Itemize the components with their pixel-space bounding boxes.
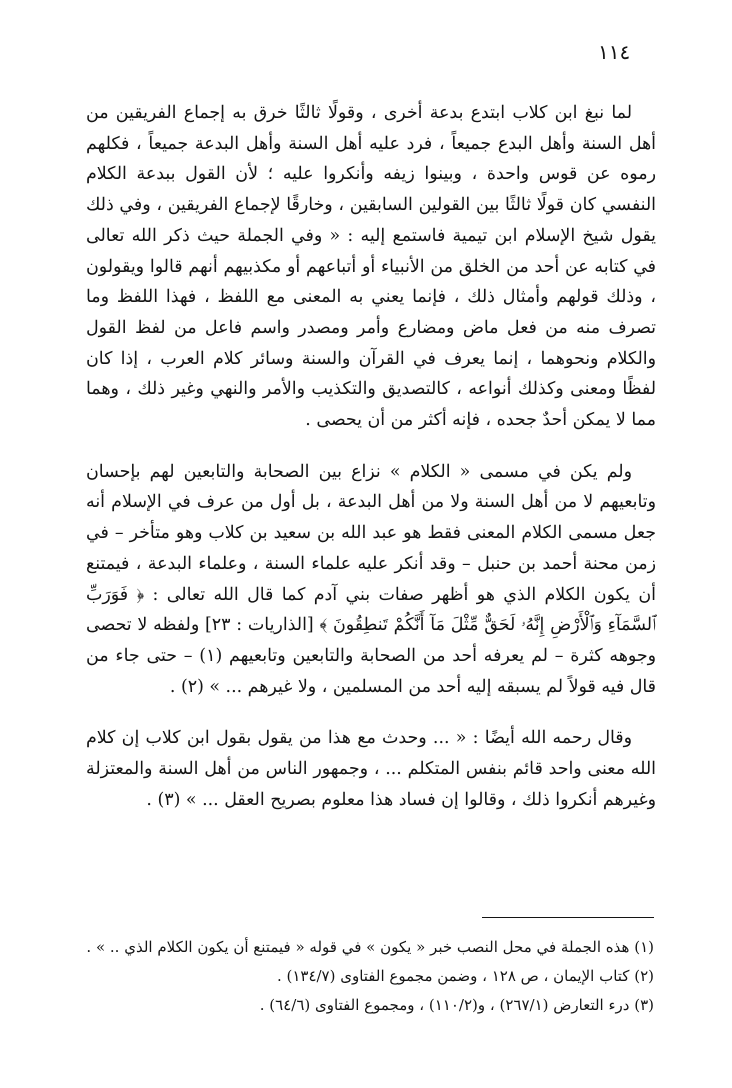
footnote-1: (١) هذه الجملة في محل النصب خبر « يكون » في قوله « فيمتنع أن يكون الكلام الذي .. » .	[86, 938, 654, 956]
footnotes	[86, 933, 654, 1020]
footnote-2: (٢) كتاب الإيمان ، ص ١٢٨ ، وضمن مجموع الفتاوى (١٣٤/٧) .	[276, 967, 654, 985]
main-text	[86, 98, 656, 836]
paragraph-3: وقال رحمه الله أيضًا : « ... وحدث مع هذا من يقول بقول ابن كلاب إن كلام الله معنى واحد قائم بنفس المتكلم ... ، وجمهور الناس من أهل السنة والمعتزلة وغيرهم أنكروا ذلك ، وقالوا إن فساد هذا معلوم بصريح العقل ... » (٣) .	[86, 728, 656, 810]
footnote-3: (٣) درء التعارض (٢٦٧/١) ، و(١١٠/٢) ، ومجموع الفتاوى (٦٤/٦) .	[259, 996, 654, 1014]
page-number: ١١٤	[598, 40, 631, 64]
footnote-separator	[482, 917, 654, 918]
paragraph-2: ولم يكن في مسمى « الكلام » نزاع بين الصحابة والتابعين لهم بإحسان وتابعيهم لا من أهل السنة ولا من أهل البدعة ، بل أول من عرف في الإسلام أنه جعل مسمى الكلام المعنى فقط هو عبد الله بن سعيد بن كلاب وهو متأخر – في زمن محنة أحمد بن حنبل – وقد أنكر عليه علماء السنة ، وعلماء البدعة ، فيمتنع أن يكون الكلام الذي هو أظهر صفات بني آدم كما قال الله تعالى : ﴿ فَوَرَبِّ ٱلسَّمَآءِ وَٱلْأَرْضِ إِنَّهُۥ لَحَقٌّ مِّثْلَ مَآ أَنَّكُمْ تَنطِقُونَ ﴾ [الذاريات : ٢٣] ولفظه لا تحصى وجوهه كثرة – لم يعرفه أحد من الصحابة والتابعين وتابعيهم (١) – حتى جاء من قال فيه قولاً لم يسبقه إليه أحد من المسلمين ، ولا غيرهم ... » (٢) .	[86, 461, 656, 697]
paragraph-1: لما نبغ ابن كلاب ابتدع بدعة أخرى ، وقولًا ثالثًا خرق به إجماع الفريقين من أهل السنة وأهل البدع جميعاً ، فرد عليه أهل السنة وأهل البدعة جميعاً ، فكلهم رموه عن قوس واحدة ، وبينوا زيفه وأنكروا عليه ؛ لأن القول ببدعة الكلام النفسي كان قولًا ثالثًا بين القولين السابقين ، وخارقًا لإجماع الفريقين ، وفي ذلك يقول شيخ الإسلام ابن تيمية فاستمع إليه : « وفي الجملة حيث ذكر الله تعالى في كتابه عن أحد من الخلق من الأنبياء أو أتباعهم أو مكذبيهم أنهم قالوا ويقولون ، وذلك قولهم وأمثال ذلك ، فإنما يعني به المعنى مع اللفظ ، فهذا اللفظ وما تصرف منه من فعل ماض ومضارع وأمر ومصدر واسم فاعل من لفظ القول والكلام ونحوهما ، إنما يعرف في القرآن والسنة وسائر كلام العرب ، إذا كان لفظًا ومعنى وكذلك أنواعه ، كالتصديق والتكذيب والأمر والنهي وغير ذلك ، وهما مما لا يمكن أحدٌ جحده ، فإنه أكثر من أن يحصى .	[86, 103, 656, 431]
